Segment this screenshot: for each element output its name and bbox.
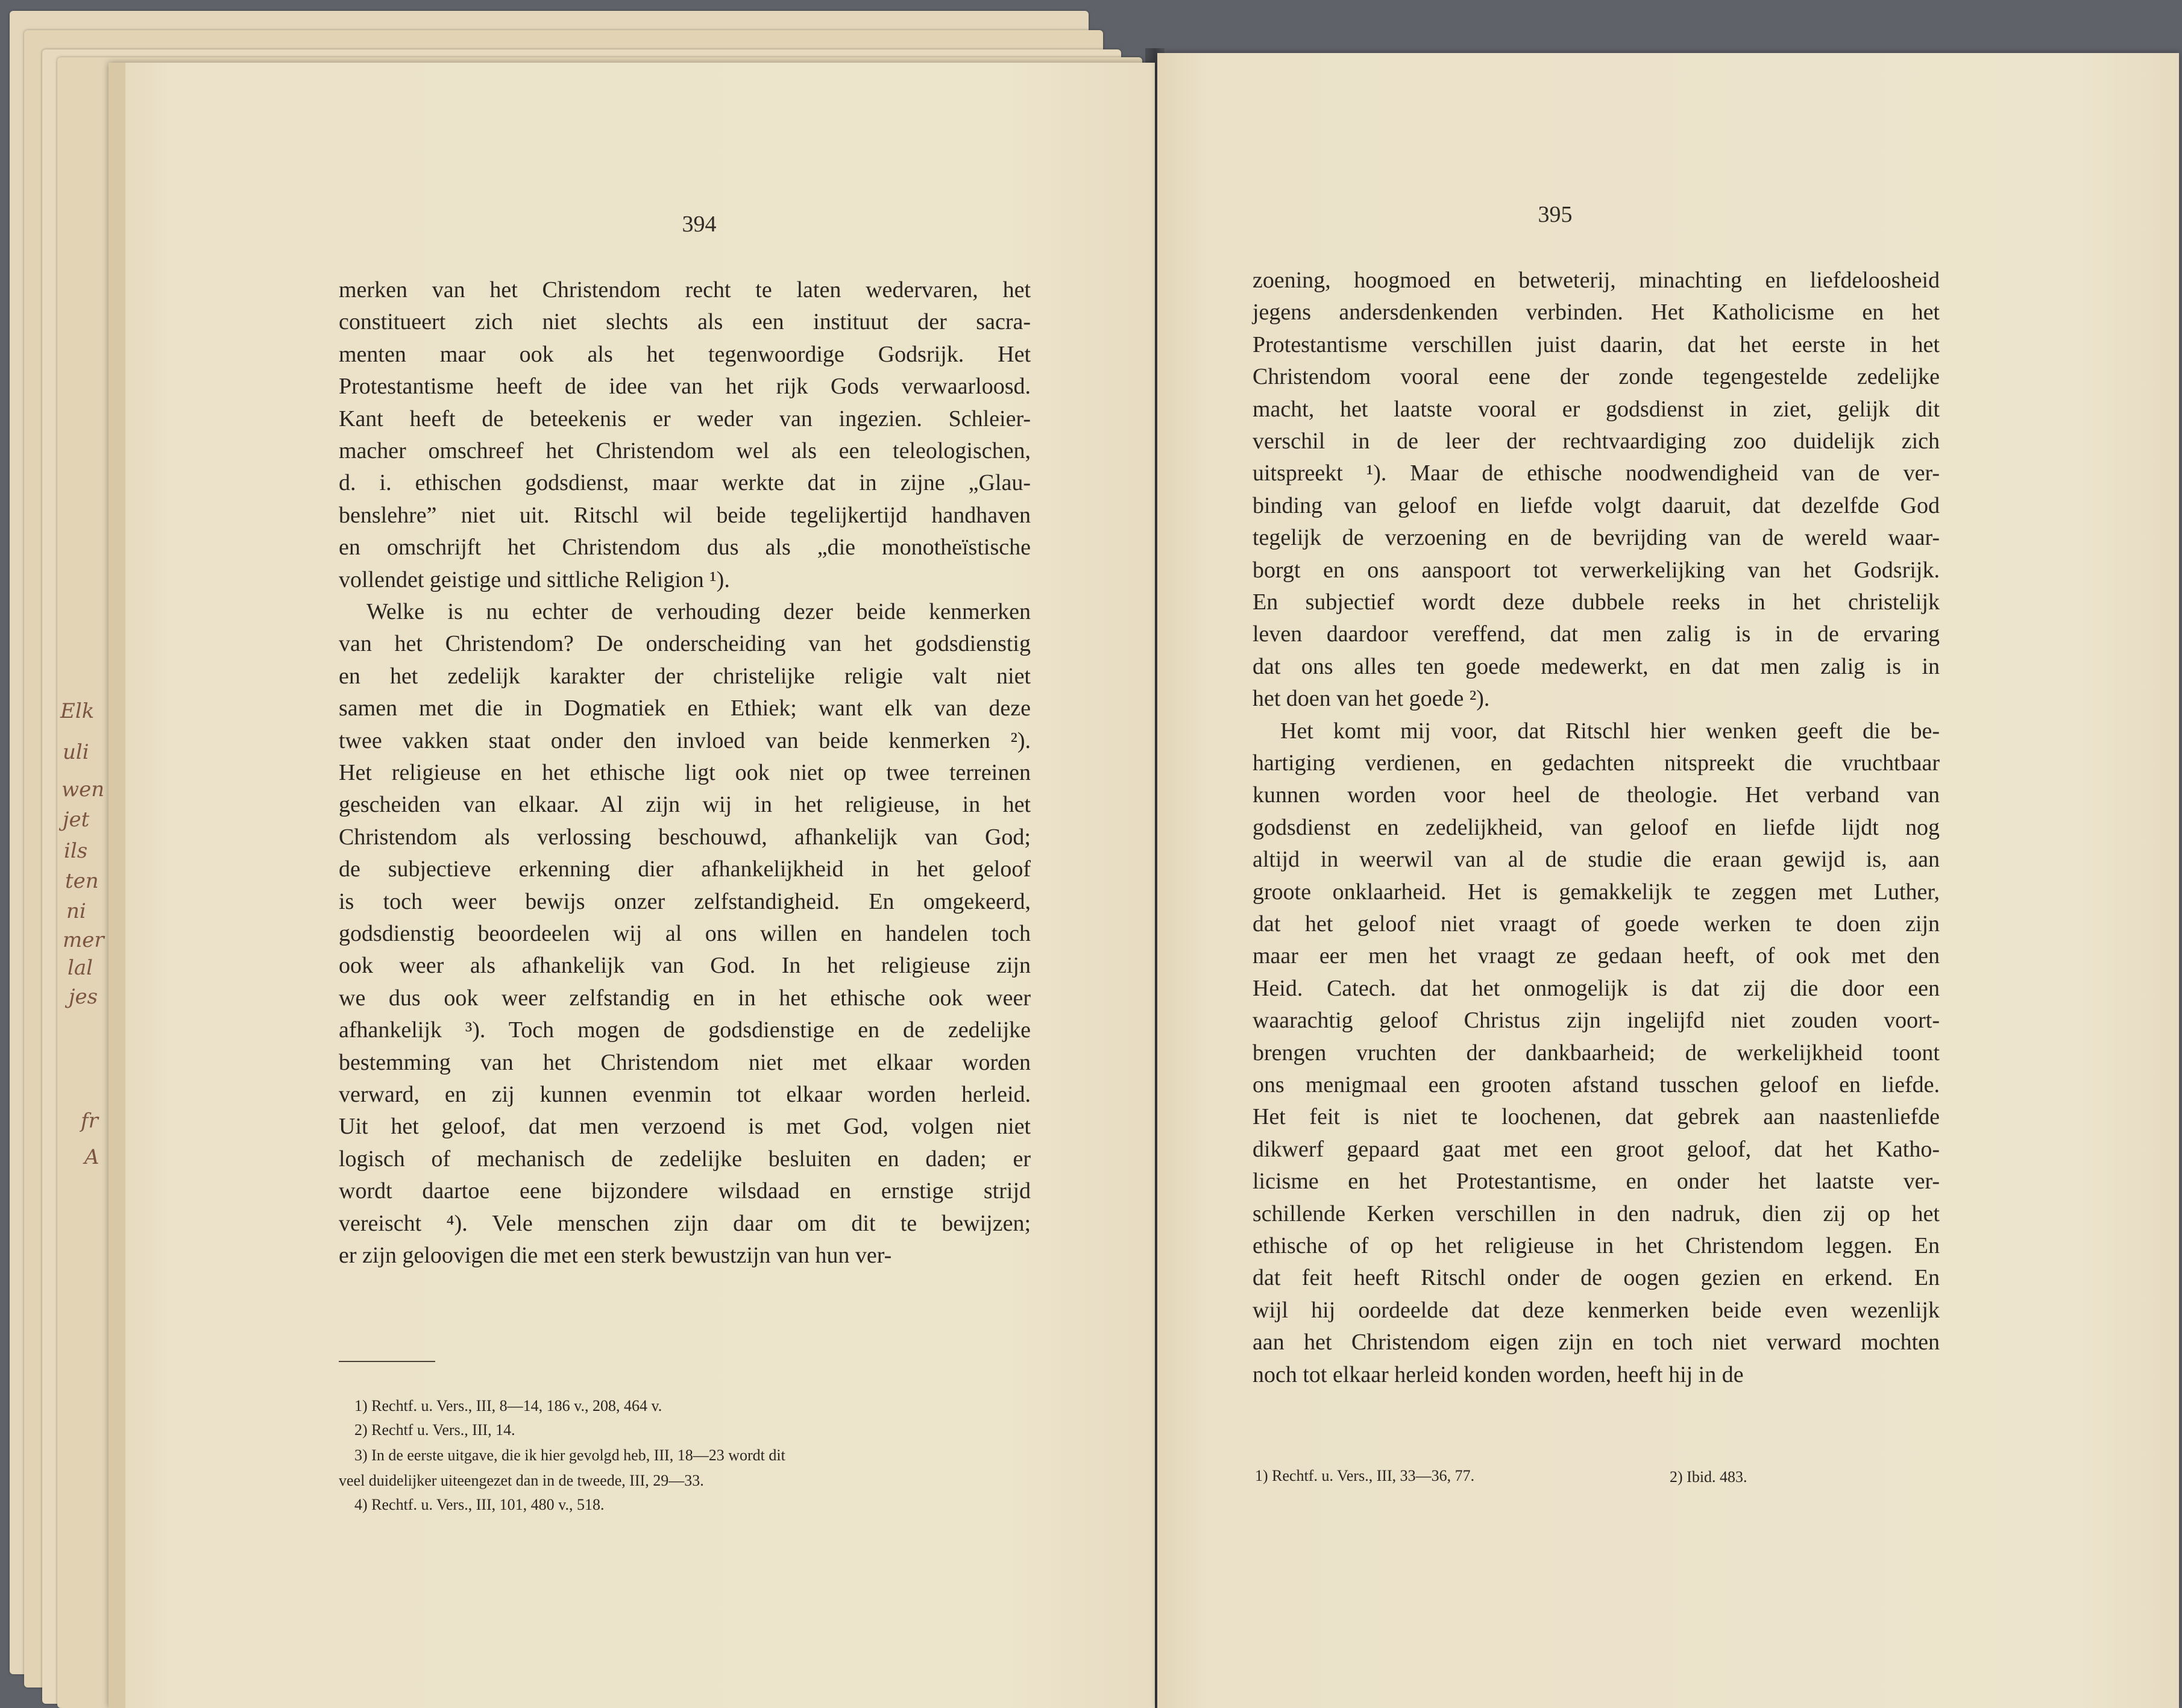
- text-line: dat het geloof niet vraagt of goede werken te doen zijn: [1253, 911, 1940, 937]
- text-line: tegelijk de verzoening en de bevrijding van de wereld waar-: [1253, 525, 1940, 551]
- text-line: we dus ook weer zelfstandig en in het ethische ook weer: [339, 985, 1031, 1011]
- text-line: verward, en zij kunnen evenmin tot elkaar worden herleid.: [339, 1082, 1031, 1107]
- text-line: menten maar ook als het tegenwoordige Godsrijk. Het: [339, 341, 1031, 367]
- text-line: Het komt mij voor, dat Ritschl hier wenken geeft die be-: [1280, 718, 1940, 744]
- text-line: d. i. ethischen godsdienst, maar werkte dat in zijne „Glau-: [339, 470, 1031, 496]
- text-line: ook weer als afhankelijk van God. In het religieuse zijn: [339, 953, 1031, 979]
- handwritten-note: mer: [63, 928, 104, 952]
- text-line: twee vakken staat onder den invloed van beide kenmerken ²).: [339, 727, 1031, 753]
- text-line: borgt en ons aanspoort tot verwerkelijking van het Godsrijk.: [1253, 557, 1940, 583]
- page-edge-strip: [108, 63, 125, 1708]
- footnote: veel duidelijker uiteengezet dan in de tweede, III, 29—33.: [339, 1472, 704, 1489]
- text-line: godsdienstig beoordeelen wij al ons willen en handelen toch: [339, 921, 1031, 946]
- text-line: noch tot elkaar herleid konden worden, heeft hij in de: [1253, 1361, 1744, 1387]
- text-line: Welke is nu echter de verhouding dezer beide kenmerken: [366, 599, 1031, 624]
- text-line: Het religieuse en het ethische ligt ook niet op twee terreinen: [339, 760, 1031, 785]
- text-line: brengen vruchten der dankbaarheid; de werkelijkheid toont: [1253, 1040, 1940, 1066]
- text-line: maar eer men het vraagt ze gedaan heeft, of ook met den: [1253, 943, 1940, 969]
- handwritten-note: wen: [61, 777, 105, 802]
- text-line: benslehre” niet uit. Ritschl wil beide tegelijkertijd handhaven: [339, 502, 1031, 528]
- text-line: afhankelijk ³). Toch mogen de godsdienstige en de zedelijke: [339, 1017, 1031, 1043]
- text-line: constitueert zich niet slechts als een instituut der sacra-: [339, 309, 1031, 335]
- text-line: en het zedelijk karakter der christelijke religie valt niet: [339, 663, 1031, 689]
- handwritten-note: lal: [68, 956, 93, 980]
- text-line: uitspreekt ¹). Maar de ethische noodwendigheid van de ver-: [1253, 460, 1940, 486]
- text-line: de subjectieve erkenning dier afhankelijkheid in het geloof: [339, 856, 1031, 882]
- text-line: dat ons alles ten goede medewerkt, en dat men zalig is in: [1253, 653, 1940, 679]
- handwritten-note: fr: [81, 1109, 98, 1133]
- text-line: vollendet geistige und sittliche Religion ¹).: [339, 567, 730, 592]
- text-line: Heid. Catech. dat het onmogelijk is dat zij die door een: [1253, 975, 1940, 1001]
- page-number: 394: [682, 212, 717, 237]
- text-line: ons menigmaal een grooten afstand tusschen geloof en liefde.: [1253, 1072, 1940, 1097]
- text-line: zoening, hoogmoed en betweterij, minachting en liefdeloosheid: [1253, 268, 1940, 293]
- footnote: 3) In de eerste uitgave, die ik hier gevolgd heb, III, 18—23 wordt dit: [354, 1446, 785, 1464]
- text-line: hartiging verdienen, en gedachten nitspreekt die vruchtbaar: [1253, 750, 1940, 776]
- text-line: godsdienst en zedelijkheid, van geloof en liefde lijdt nog: [1253, 814, 1940, 840]
- text-line: Uit het geloof, dat men verzoend is met God, volgen niet: [339, 1114, 1031, 1140]
- text-line: waarachtig geloof Christus zijn ingelijfd niet zouden voort-: [1253, 1008, 1940, 1034]
- handwritten-note: ten: [65, 869, 99, 893]
- text-line: En subjectief wordt deze dubbele reeks in het christelijk: [1253, 589, 1940, 615]
- text-line: van het Christendom? De onderscheiding van het godsdienstig: [339, 631, 1031, 657]
- handwritten-note: jet: [63, 808, 90, 832]
- handwritten-note: A: [84, 1145, 99, 1169]
- text-line: groote onklaarheid. Het is gemakkelijk te zeggen met Luther,: [1253, 879, 1940, 905]
- handwritten-note: ni: [66, 899, 86, 923]
- right-page: [1157, 53, 2179, 1708]
- footnote-rule: [339, 1361, 435, 1362]
- text-line: en omschrijft het Christendom dus als „die monotheïstische: [339, 535, 1031, 560]
- footnote: 1) Rechtf. u. Vers., III, 33—36, 77.: [1255, 1467, 1475, 1484]
- text-line: er zijn geloovigen die met een sterk bewustzijn van hun ver-: [339, 1243, 892, 1268]
- text-line: leven daardoor vereffend, dat men zalig is in de ervaring: [1253, 621, 1940, 647]
- handwritten-note: Elk: [60, 699, 95, 723]
- text-line: samen met die in Dogmatiek en Ethiek; want elk van deze: [339, 695, 1031, 721]
- text-line: Christendom vooral eene der zonde tegengestelde zedelijke: [1253, 364, 1940, 390]
- page-number: 395: [1538, 202, 1573, 227]
- text-line: wijl hij oordeelde dat deze kenmerken beide even wezenlijk: [1253, 1297, 1940, 1323]
- text-line: altijd in weerwil van al de studie die eraan gewijd is, aan: [1253, 847, 1940, 873]
- text-line: gescheiden van elkaar. Al zijn wij in het religieuse, in het: [339, 792, 1031, 818]
- footnote: 4) Rechtf. u. Vers., III, 101, 480 v., 518.: [354, 1496, 605, 1513]
- left-page: [108, 63, 1155, 1708]
- text-line: bestemming van het Christendom niet met elkaar worden: [339, 1049, 1031, 1075]
- text-line: Protestantisme verschillen juist daarin, dat het eerste in het: [1253, 331, 1940, 357]
- footnote: 2) Ibid. 483.: [1670, 1468, 1747, 1486]
- text-line: Kant heeft de beteekenis er weder van ingezien. Schleier-: [339, 406, 1031, 432]
- text-line: schillende Kerken verschillen in den nadruk, dien zij op het: [1253, 1201, 1940, 1226]
- text-line: ethische of op het religieuse in het Christendom leggen. En: [1253, 1233, 1940, 1258]
- handwritten-note: jes: [69, 985, 98, 1009]
- text-line: macher omschreef het Christendom wel als een teleologischen,: [339, 438, 1031, 463]
- text-line: het doen van het goede ²).: [1253, 686, 1490, 712]
- text-line: merken van het Christendom recht te laten wedervaren, het: [339, 277, 1031, 303]
- text-line: verschil in de leer der rechtvaardiging zoo duidelijk zich: [1253, 429, 1940, 454]
- footnote: 1) Rechtf. u. Vers., III, 8—14, 186 v., 208, 464 v.: [354, 1397, 662, 1414]
- text-line: jegens andersdenkenden verbinden. Het Katholicisme en het: [1253, 300, 1940, 325]
- text-line: Protestantisme heeft de idee van het rijk Gods verwaarloosd.: [339, 374, 1031, 400]
- text-line: dat feit heeft Ritschl onder de oogen gezien en erkend. En: [1253, 1265, 1940, 1291]
- text-line: Het feit is niet te loochenen, dat gebrek aan naastenliefde: [1253, 1104, 1940, 1130]
- text-line: dikwerf gepaard gaat met een groot geloof, dat het Katho-: [1253, 1136, 1940, 1162]
- text-line: macht, het laatste vooral er godsdienst in ziet, gelijk dit: [1253, 396, 1940, 422]
- footnote: 2) Rechtf u. Vers., III, 14.: [354, 1421, 515, 1439]
- text-line: is toch weer bewijs onzer zelfstandigheid. En omgekeerd,: [339, 888, 1031, 914]
- text-line: kunnen worden voor heel de theologie. Het verband van: [1253, 782, 1940, 808]
- text-line: binding van geloof en liefde volgt daaruit, dat dezelfde God: [1253, 492, 1940, 518]
- handwritten-note: ils: [64, 839, 88, 863]
- text-line: wordt daartoe eene bijzondere wilsdaad en ernstige strijd: [339, 1178, 1031, 1204]
- text-line: licisme en het Protestantisme, en onder het laatste ver-: [1253, 1169, 1940, 1195]
- text-line: Christendom als verlossing beschouwd, afhankelijk van God;: [339, 824, 1031, 850]
- text-line: vereischt ⁴). Vele menschen zijn daar om dit te bewijzen;: [339, 1210, 1031, 1236]
- text-line: logisch of mechanisch de zedelijke besluiten en daden; er: [339, 1146, 1031, 1172]
- handwritten-note: uli: [63, 740, 89, 764]
- text-line: aan het Christendom eigen zijn en toch niet verward mochten: [1253, 1330, 1940, 1355]
